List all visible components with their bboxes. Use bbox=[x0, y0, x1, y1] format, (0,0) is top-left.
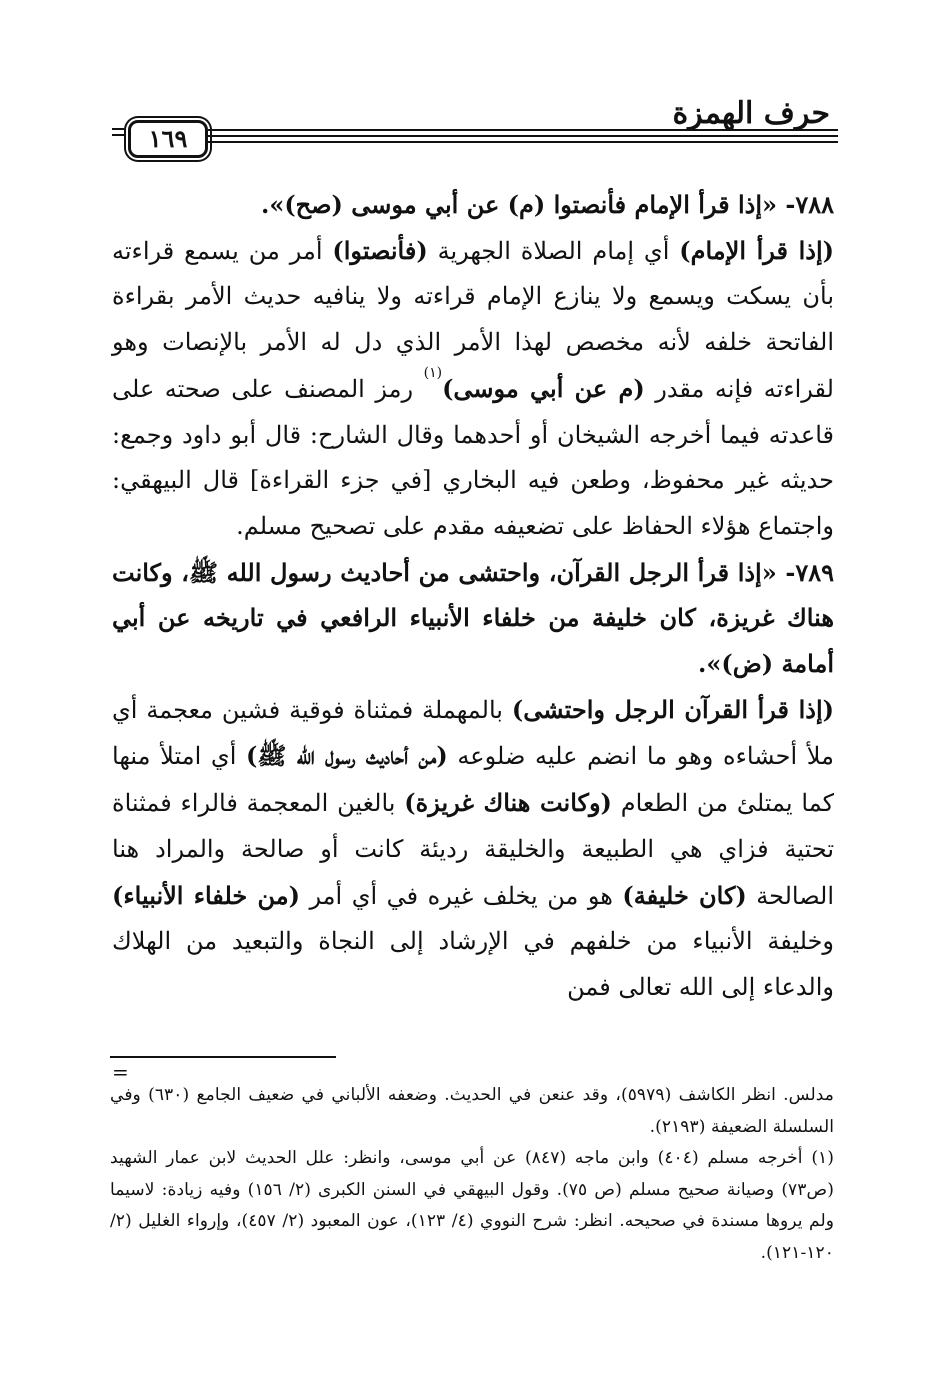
quoted-phrase: (كان خليفة) bbox=[622, 880, 747, 910]
footnote-continued: مدلس. انظر الكاشف (٥٩٧٩)، وقد عنعن في الحديث. وضعفه الألباني في ضعيف الجامع (٦٣٠) وفي السلسلة الضعيفة (٢١٩٣). bbox=[110, 1085, 835, 1137]
hadith-788: ٧٨٨- «إذا قرأ الإمام فأنصتوا (م) عن أبي موسى (صح)». bbox=[260, 190, 834, 219]
header-rule bbox=[112, 120, 838, 160]
footnote-separator bbox=[110, 1056, 336, 1058]
commentary-788: (إذا قرأ الإمام) أي إمام الصلاة الجهرية (فأنصتوا) أمر من يسمع قراءته بأن يسكت ويسمع ولا ينازع الإمام قراءته ولا ينافيه حديث الأمر بقراءة الفاتحة خلفه لأنه مخصص لهذا الأمر الذي دل له الأمر بالإنصات وهو لقراءته فإنه مقدر (م عن أبي موسى)$^{(١)}$ رمز المصنف على صحته على قاعدته فيما أخرجه الشيخان أو أحدهما وقال الشارح: قال أبو داود وجمع: حديثه غير محفوظ، وطعن فيه البخاري [في جزء القراءة] قال البيهقي: واجتماع هؤلاء الحفاظ على تضعيفه مقدم على تصحيح مسلم. bbox=[112, 235, 835, 540]
commentary-789: (إذا قرأ القرآن الرجل واحتشى) بالمهملة فمثناة فوقية فشين معجمة أي ملأ أحشاءه وهو ما انضم عليه ضلوعه (من أحاديث رسول الله ﷺ) أي امتلأ منها كما يمتلئ من الطعام (وكانت هناك غريزة) بالغين المعجمة فالراء فمثناة تحتية فزاي هي الطبيعة والخليقة رديئة كانت أو صالحة والمراد هنا الصالحة (كان خليفة) هو من يخلف غيره في أي أمر (من خلفاء الأنبياء) وخليفة الأنبياء من خلفهم في الإرشاد إلى النجاة والتبعيد من الهلاك والدعاء إلى الله تعالى فمن bbox=[112, 694, 835, 1001]
footnote-reference[interactable]: (١) bbox=[423, 364, 443, 381]
quoted-phrase: (م عن أبي موسى) bbox=[442, 373, 645, 403]
quoted-phrase: (إذا قرأ الإمام) bbox=[679, 235, 835, 265]
footnote-1: (١) أخرجه مسلم (٤٠٤) وابن ماجه (٨٤٧) عن أبي موسى، وانظر: علل الحديث لابن عمار الشهيد (ص٧٣) وصيانة صحيح مسلم (ص ٧٥). وقول البيهقي في السنن الكبرى (٢/ ١٥٦) وفيه زيادة: لاسيما ولم يروها مسندة في صحيحه. انظر: شرح النووي (٤/ ١٢٣)، عون المعبود (٢/ ٤٥٧)، وإرواء الغليل (٢/ ١٢٠-١٢١). bbox=[110, 1148, 834, 1263]
quoted-phrase: (فأنصتوا) bbox=[332, 235, 428, 265]
footnotes bbox=[110, 1080, 834, 1270]
hadith-789: ٧٨٩- «إذا قرأ الرجل القرآن، واحتشى من أحاديث رسول الله ﷺ، وكانت هناك غريزة، كان خليفة من خلفاء الأنبياء الرافعي في تاريخه عن أبي أمامة (ض)». bbox=[112, 557, 834, 679]
page-number: ١٦٩ bbox=[128, 120, 208, 158]
quoted-phrase: (إذا قرأ القرآن الرجل واحتشى) bbox=[511, 694, 834, 724]
quoted-phrase: (من أحاديث رسول الله ﷺ) bbox=[246, 741, 448, 771]
main-text bbox=[112, 182, 834, 1011]
quoted-phrase: (من خلفاء الأنبياء) bbox=[112, 880, 300, 910]
running-title: حرف الهمزة bbox=[672, 96, 830, 131]
quoted-phrase: (وكانت هناك غريزة) bbox=[404, 788, 612, 818]
rule-end-cap bbox=[112, 128, 124, 142]
footnote-continuation-mark: = bbox=[112, 1060, 129, 1084]
